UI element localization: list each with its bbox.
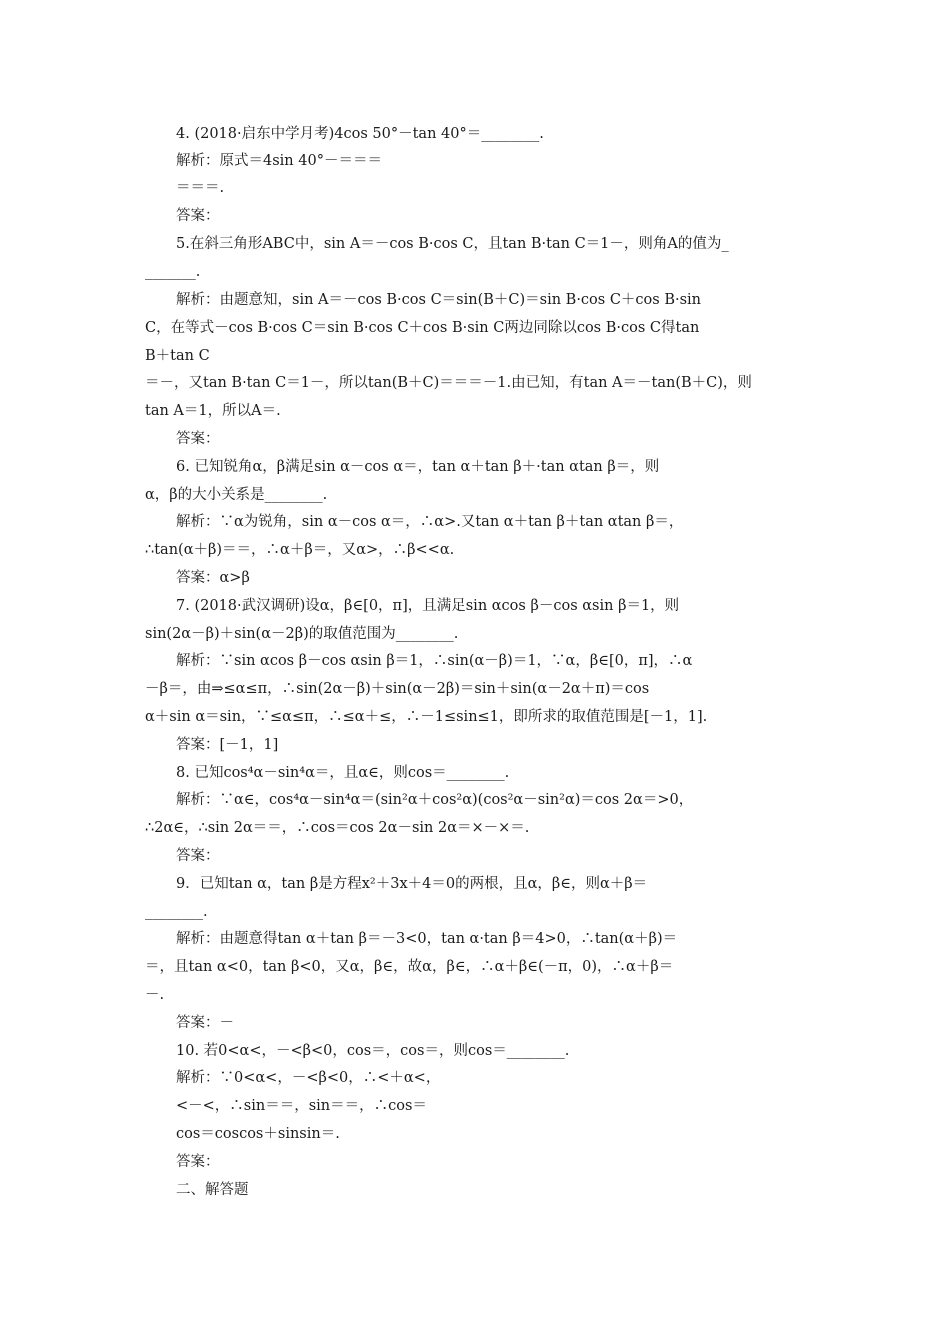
problem-5-question-cont: _______. bbox=[145, 264, 201, 280]
problem-4-question: 4. (2018·启东中学月考)4cos 50°－tan 40°＝________. bbox=[176, 126, 544, 142]
problem-9-solution: 解析：由题意得tan α＋tan β＝－3<0，tan α·tan β＝4>0，∴tan(α＋β)＝ bbox=[176, 931, 678, 947]
problem-5-solution-line2: C，在等式－cos B·cos C＝sin B·cos C＋cos B·sin C两边同除以cos B·cos C得tan bbox=[145, 320, 700, 336]
problem-10-answer: 答案： bbox=[176, 1154, 220, 1170]
problem-6-question-cont: α，β的大小关系是________. bbox=[145, 487, 328, 503]
problem-8-question: 8. 已知cos⁴α－sin⁴α＝，且α∈，则cos＝________. bbox=[176, 765, 510, 781]
problem-9-question-cont: ________. bbox=[145, 904, 208, 920]
problem-7-question-cont: sin(2α－β)＋sin(α－2β)的取值范围为________. bbox=[145, 626, 459, 642]
problem-10-solution-line3: cos＝coscos＋sinsin＝. bbox=[176, 1126, 340, 1142]
problem-6-answer: 答案：α>β bbox=[176, 570, 250, 586]
section-heading: 二、解答题 bbox=[176, 1182, 249, 1198]
problem-5-solution-line5: tan A＝1，所以A＝. bbox=[145, 403, 281, 419]
problem-9-solution-line2: ＝，且tan α<0，tan β<0，又α，β∈，故α，β∈，∴α＋β∈(－π，0)，∴α＋β＝ bbox=[145, 959, 674, 975]
problem-4-solution-cont: ＝＝＝. bbox=[176, 180, 225, 196]
problem-10-solution-line2: <－<，∴sin＝＝，sin＝＝，∴cos＝ bbox=[176, 1098, 427, 1114]
problem-7-question: 7. (2018·武汉调研)设α，β∈[0，π]，且满足sin αcos β－cos αsin β＝1，则 bbox=[176, 598, 680, 614]
problem-5-answer: 答案： bbox=[176, 431, 220, 447]
problem-6-solution-cont: ∴tan(α＋β)＝＝，∴α＋β＝，又α>，∴β<<α. bbox=[145, 542, 455, 558]
problem-7-solution: 解析：∵sin αcos β－cos αsin β＝1，∴sin(α－β)＝1，∵α，β∈[0，π]，∴α bbox=[176, 653, 693, 669]
problem-9-answer: 答案：－ bbox=[176, 1015, 234, 1031]
problem-9-solution-line3: －. bbox=[145, 987, 165, 1003]
problem-4-solution: 解析：原式＝4sin 40°－＝＝＝ bbox=[176, 153, 382, 169]
problem-8-solution-cont: ∴2α∈，∴sin 2α＝＝，∴cos＝cos 2α－sin 2α＝×－×＝. bbox=[145, 820, 530, 836]
problem-4-answer: 答案： bbox=[176, 208, 220, 224]
problem-7-solution-line2: －β＝，由⇒≤α≤π，∴sin(2α－β)＋sin(α－2β)＝sin＋sin(α－2α＋π)＝cos bbox=[145, 681, 650, 697]
problem-7-answer: 答案：[－1，1] bbox=[176, 737, 279, 753]
problem-6-solution: 解析：∵α为锐角，sin α－cos α＝，∴α>.又tan α＋tan β＋tan αtan β＝， bbox=[176, 514, 684, 530]
problem-5-solution: 解析：由题意知，sin A＝－cos B·cos C＝sin(B＋C)＝sin B·cos C＋cos B·sin bbox=[176, 292, 702, 308]
problem-10-question: 10. 若0<α<，－<β<0，cos＝，cos＝，则cos＝________. bbox=[176, 1043, 570, 1059]
problem-5-solution-line3: B＋tan C bbox=[145, 348, 210, 364]
problem-9-question: 9．已知tan α，tan β是方程x²＋3x＋4＝0的两根，且α，β∈，则α＋β＝ bbox=[176, 876, 648, 892]
problem-5-solution-line4: ＝－，又tan B·tan C＝1－，所以tan(B＋C)＝＝＝－1.由已知，有tan A＝－tan(B＋C)，则 bbox=[145, 375, 752, 391]
problem-8-solution: 解析：∵α∈，cos⁴α－sin⁴α＝(sin²α＋cos²α)(cos²α－sin²α)＝cos 2α＝>0， bbox=[176, 792, 694, 808]
problem-7-solution-line3: α＋sin α＝sin，∵≤α≤π，∴≤α＋≤，∴－1≤sin≤1，即所求的取值范围是[－1，1]. bbox=[145, 709, 708, 725]
problem-8-answer: 答案： bbox=[176, 848, 220, 864]
problem-10-solution: 解析：∵0<α<，－<β<0，∴<＋α<， bbox=[176, 1070, 441, 1086]
problem-5-question: 5.在斜三角形ABC中，sin A＝－cos B·cos C，且tan B·tan C＝1－，则角A的值为_ bbox=[176, 236, 729, 252]
problem-6-question: 6. 已知锐角α，β满足sin α－cos α＝，tan α＋tan β＋·tan αtan β＝，则 bbox=[176, 459, 660, 475]
